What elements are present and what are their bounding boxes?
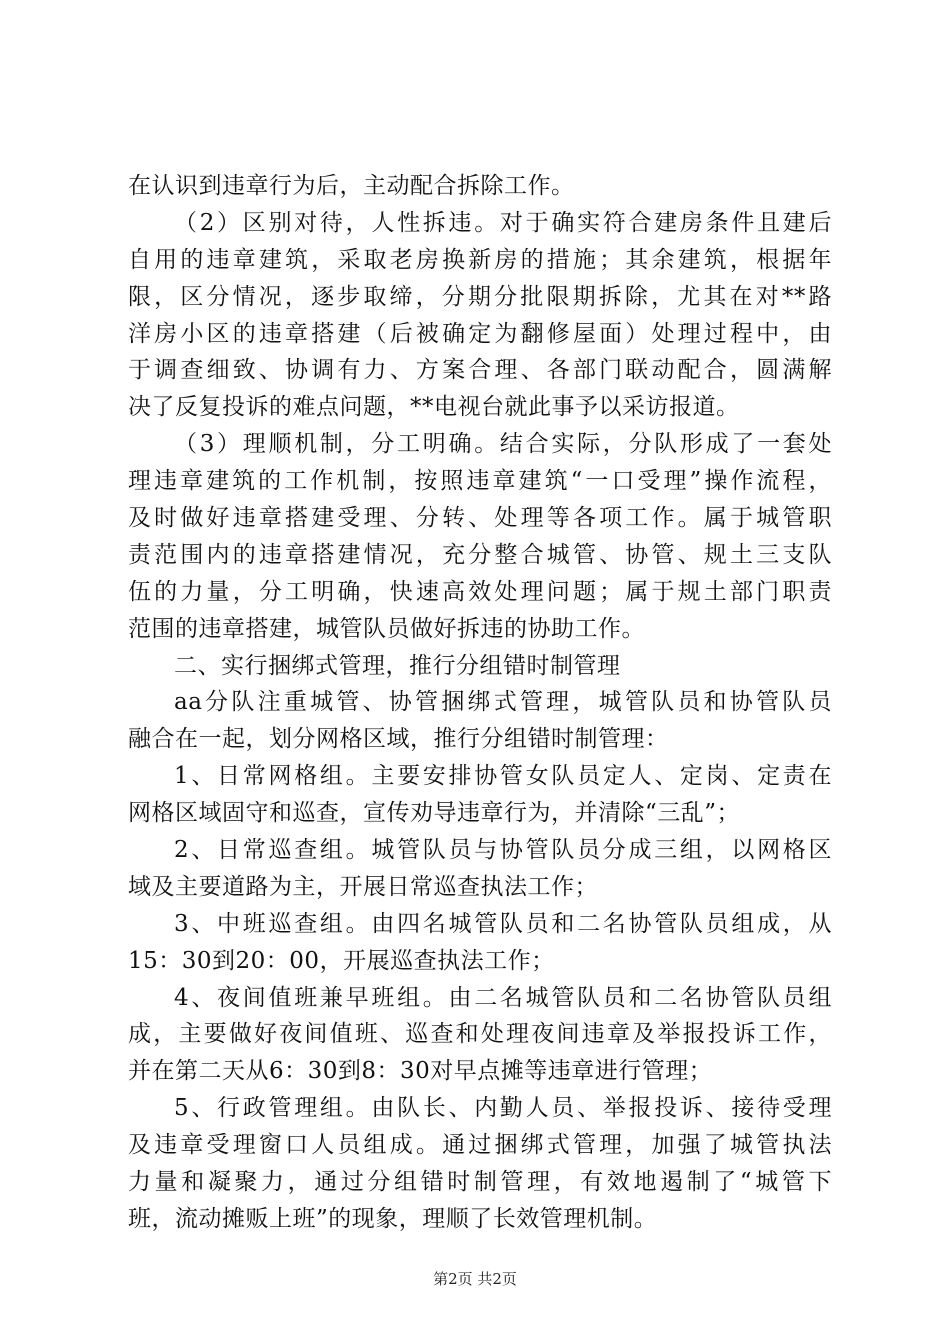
text-line: 2、日常巡查组。城管队员与协管队员分成三组，以网格区 <box>174 837 832 864</box>
text-line: 及违章受理窗口人员组成。通过捆绑式管理，加强了城管执法 <box>128 1132 832 1159</box>
text-line: 成，主要做好夜间值班、巡查和处理夜间违章及举报投诉工作， <box>128 1021 832 1048</box>
text-line: 4、夜间值班兼早班组。由二名城管队员和二名协管队员组 <box>174 984 832 1011</box>
text-line: 3、中班巡查组。由四名城管队员和二名协管队员组成，从 <box>174 910 832 937</box>
text-line: 并在第二天从6：30到8：30对早点摊等违章进行管理； <box>128 1058 713 1085</box>
text-line: 二、实行捆绑式管理，推行分组错时制管理 <box>174 652 621 679</box>
text-line: 责范围内的违章搭建情况，充分整合城管、协管、规土三支队 <box>128 541 832 568</box>
text-line: 伍的力量，分工明确，快速高效处理问题；属于规土部门职责 <box>128 578 832 605</box>
text-line: 理违章建筑的工作机制，按照违章建筑“一口受理”操作流程， <box>128 468 832 495</box>
text-line: 网格区域固守和巡查，宣传劝导违章行为，并清除“三乱”； <box>128 800 741 827</box>
text-line: 班，流动摊贩上班”的现象，理顺了长效管理机制。 <box>128 1205 658 1232</box>
text-line: 1、日常网格组。主要安排协管女队员定人、定岗、定责在 <box>174 763 832 790</box>
text-line: 决了反复投诉的难点问题，**电视台就此事予以采访报道。 <box>128 394 740 421</box>
text-line: 及时做好违章搭建受理、分转、处理等各项工作。属于城管职 <box>128 505 832 532</box>
text-line: 15：30到20：00，开展巡查执法工作； <box>128 947 555 974</box>
text-line: （3）理顺机制，分工明确。结合实际，分队形成了一套处 <box>174 431 832 458</box>
text-line: 于调查细致、协调有力、方案合理、各部门联动配合，圆满解 <box>128 357 832 384</box>
text-line: 洋房小区的违章搭建（后被确定为翻修屋面）处理过程中，由 <box>128 320 832 347</box>
text-line: 在认识到违章行为后，主动配合拆除工作。 <box>128 173 575 199</box>
text-line: 范围的违章搭建，城管队员做好拆违的协助工作。 <box>128 615 645 642</box>
document-body <box>128 168 832 1238</box>
text-line: 融合在一起，划分网格区域，推行分组错时制管理： <box>128 726 669 753</box>
text-line: 力量和凝聚力，通过分组错时制管理，有效地遏制了“城管下 <box>128 1169 832 1196</box>
text-line: 5、行政管理组。由队长、内勤人员、举报投诉、接待受理 <box>174 1095 832 1122</box>
page-footer: 第2页 共2页 <box>433 1270 517 1288</box>
text-line: （2）区别对待，人性拆违。对于确实符合建房条件且建后 <box>174 209 832 236</box>
text-line: 自用的违章建筑，采取老房换新房的措施；其余建筑，根据年 <box>128 246 832 273</box>
text-line: 域及主要道路为主，开展日常巡查执法工作； <box>128 873 598 900</box>
text-line: 限，区分情况，逐步取缔，分期分批限期拆除，尤其在对**路 <box>128 283 832 310</box>
text-line: aa分队注重城管、协管捆绑式管理，城管队员和协管队员 <box>174 689 832 716</box>
